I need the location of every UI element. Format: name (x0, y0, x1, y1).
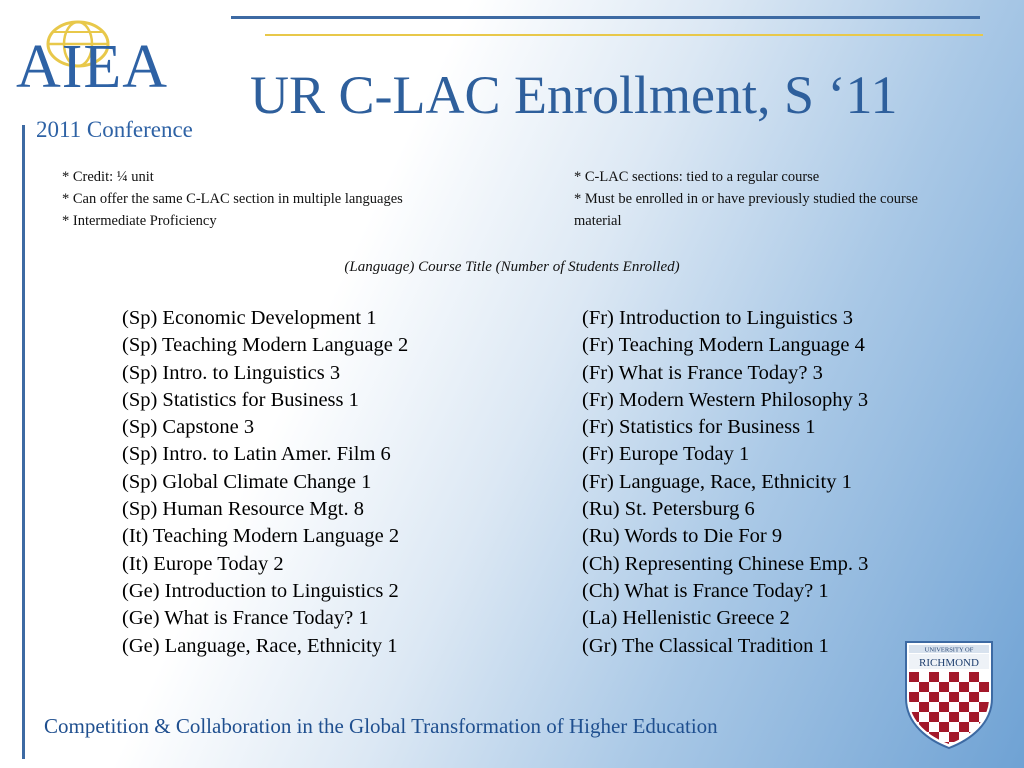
list-item: (It) Teaching Modern Language 2 (122, 525, 400, 548)
list-item: (Sp) Capstone 3 (122, 416, 255, 439)
aiea-logo-text: AIEA (16, 33, 169, 101)
list-item: (Fr) Teaching Modern Language 4 (582, 334, 865, 357)
note-item: * Can offer the same C-LAC section in multiple languages (62, 191, 403, 207)
top-blue-rule (231, 16, 980, 19)
list-item: (Fr) Language, Race, Ethnicity 1 (582, 470, 852, 493)
university-seal-shield-icon (904, 640, 994, 750)
list-item: (Ch) What is France Today? 1 (582, 579, 829, 602)
list-item: (Ge) What is France Today? 1 (122, 607, 369, 630)
list-caption: (Language) Course Title (Number of Students Enrolled) (344, 259, 680, 275)
list-item: (Sp) Economic Development 1 (122, 307, 377, 329)
list-item: (Gr) The Classical Tradition 1 (582, 634, 829, 657)
notes-left (62, 166, 403, 232)
list-item: (Ge) Language, Race, Ethnicity 1 (122, 634, 398, 657)
courses-left-list (122, 305, 408, 660)
seal-text-main: RICHMOND (919, 657, 979, 669)
list-item: (Sp) Global Climate Change 1 (122, 470, 372, 493)
list-item: (Ru) St. Petersburg 6 (582, 498, 755, 521)
list-item: (Sp) Intro. to Linguistics 3 (122, 361, 341, 384)
note-item: * Intermediate Proficiency (62, 213, 217, 229)
list-item: (Fr) Statistics for Business 1 (582, 416, 816, 439)
conference-label: 2011 Conference (36, 117, 193, 142)
slide-title: UR C-LAC Enrollment, S ‘11 (250, 65, 898, 125)
list-item: (Ru) Words to Die For 9 (582, 525, 783, 548)
note-item: * C-LAC sections: tied to a regular course (574, 169, 820, 185)
list-item: (Ge) Introduction to Linguistics 2 (122, 579, 399, 602)
list-item: (Fr) Modern Western Philosophy 3 (582, 388, 869, 411)
list-item: (Fr) What is France Today? 3 (582, 361, 823, 384)
notes-right (574, 166, 954, 232)
note-item: * Must be enrolled in or have previously studied the course material (574, 191, 918, 229)
list-item: (Sp) Intro. to Latin Amer. Film 6 (122, 443, 391, 466)
left-vertical-rule (22, 125, 25, 759)
note-item: * Credit: ¼ unit (62, 169, 154, 185)
list-item: (Sp) Statistics for Business 1 (122, 388, 359, 411)
courses-right-list (582, 305, 868, 660)
seal-text-top: UNIVERSITY OF (924, 646, 974, 654)
list-item: (It) Europe Today 2 (122, 552, 284, 575)
list-item: (La) Hellenistic Greece 2 (582, 607, 790, 630)
list-item: (Sp) Teaching Modern Language 2 (122, 334, 409, 357)
list-item: (Ch) Representing Chinese Emp. 3 (582, 552, 869, 575)
list-item: (Fr) Europe Today 1 (582, 443, 750, 466)
footer-tagline: Competition & Collaboration in the Global Transformation of Higher Education (44, 714, 718, 738)
list-item: (Fr) Introduction to Linguistics 3 (582, 307, 854, 329)
top-gold-rule (265, 34, 983, 36)
list-item: (Sp) Human Resource Mgt. 8 (122, 498, 364, 521)
